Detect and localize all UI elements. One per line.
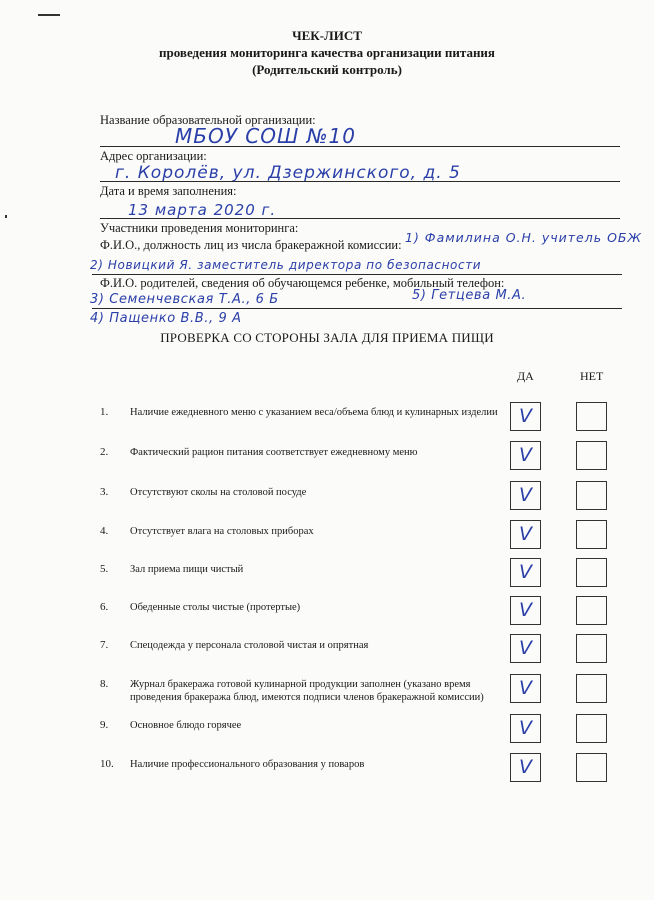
checklist-item-text: Журнал бракеража готовой кулинарной продукции заполнен (указано время проведения бракеража блюд, имеются подписи членов бракеражной комиссии)	[130, 679, 484, 703]
checklist-item-number: 8.	[100, 678, 109, 690]
checklist-item-number: 1.	[100, 406, 109, 418]
page-title: ЧЕК-ЛИСТ	[292, 28, 362, 43]
checkbox-yes[interactable]	[510, 520, 541, 549]
checkbox-yes[interactable]	[510, 596, 541, 625]
address-line	[100, 181, 620, 182]
checkbox-no[interactable]	[576, 674, 607, 703]
check-mark-icon: V	[519, 599, 532, 621]
checkbox-no[interactable]	[576, 634, 607, 663]
checkbox-yes[interactable]	[510, 481, 541, 510]
checklist-item-number: 4.	[100, 525, 109, 537]
parents-value-2: 5) Гетцева М.А.	[412, 288, 527, 303]
check-mark-icon: V	[519, 444, 532, 466]
checkbox-yes[interactable]	[510, 634, 541, 663]
parents-line	[92, 308, 622, 309]
participants-label: Участники проведения мониторинга:	[100, 221, 299, 235]
checklist-item-number: 10.	[100, 758, 114, 770]
checkbox-yes[interactable]	[510, 714, 541, 743]
checkbox-no[interactable]	[576, 402, 607, 431]
address-value: г. Королёв, ул. Дзержинского, д. 5	[115, 163, 461, 183]
check-mark-icon: V	[519, 756, 532, 778]
check-mark-icon: V	[519, 405, 532, 427]
checklist-item-number: 5.	[100, 563, 109, 575]
address-label: Адрес организации:	[100, 149, 207, 163]
checklist-item-text: Зал приема пищи чистый	[130, 564, 244, 575]
checklist-item-number: 7.	[100, 639, 109, 651]
org-name-label: Название образовательной организации:	[100, 113, 316, 127]
checklist-item-text: Спецодежда у персонала столовой чистая и опрятная	[130, 640, 369, 651]
parents-value-3: 4) Пащенко В.В., 9 А	[90, 311, 242, 326]
checkbox-no[interactable]	[576, 558, 607, 587]
checkbox-yes[interactable]	[510, 753, 541, 782]
checklist-item-number: 2.	[100, 446, 109, 458]
parents-value-1: 3) Семенчевская Т.А., 6 Б	[90, 292, 279, 307]
commission-label: Ф.И.О., должность лиц из числа бракеражной комиссии:	[100, 238, 402, 252]
commission-line	[92, 274, 622, 275]
checkbox-yes[interactable]	[510, 441, 541, 470]
checklist-item-number: 9.	[100, 719, 109, 731]
checkbox-yes[interactable]	[510, 402, 541, 431]
commission-value-2: 2) Новицкий Я. заместитель директора по безопасности	[90, 258, 482, 272]
checkbox-yes[interactable]	[510, 674, 541, 703]
page-subtitle-2: (Родительский контроль)	[252, 62, 402, 77]
org-name-value: МБОУ СОШ №10	[175, 124, 356, 148]
check-mark-icon: V	[519, 523, 532, 545]
section-title: ПРОВЕРКА СО СТОРОНЫ ЗАЛА ДЛЯ ПРИЕМА ПИЩИ	[160, 330, 494, 345]
checkbox-no[interactable]	[576, 520, 607, 549]
checkbox-no[interactable]	[576, 481, 607, 510]
checkbox-no[interactable]	[576, 753, 607, 782]
datetime-label: Дата и время заполнения:	[100, 184, 237, 198]
checklist-item-text: Обеденные столы чистые (протертые)	[130, 602, 301, 613]
parents-label: Ф.И.О. родителей, сведения об обучающемся ребенке, мобильный телефон:	[100, 276, 505, 290]
checklist-item-number: 6.	[100, 601, 109, 613]
checklist-item-text: Наличие профессионального образования у поваров	[130, 759, 365, 770]
datetime-value: 13 марта 2020 г.	[128, 201, 277, 219]
commission-value-1: 1) Фамилина О.Н. учитель ОБЖ	[405, 230, 642, 245]
checklist-item-text: Отсутствует влага на столовых приборах	[130, 526, 314, 537]
checkbox-no[interactable]	[576, 441, 607, 470]
checkbox-yes[interactable]	[510, 558, 541, 587]
check-mark-icon: V	[519, 637, 532, 659]
checklist-item-text: Наличие ежедневного меню с указанием веса/объема блюд и кулинарных изделии	[130, 407, 498, 418]
checklist-item-text: Основное блюдо горячее	[130, 720, 242, 731]
checklist-item-number: 3.	[100, 486, 109, 498]
scan-mark	[38, 14, 60, 16]
check-mark-icon: V	[519, 677, 532, 699]
column-no-header: НЕТ	[580, 369, 604, 383]
checklist-item-text: Фактический рацион питания соответствует ежедневному меню	[130, 447, 418, 458]
scan-mark	[5, 215, 7, 218]
checklist-item-text: Отсутствуют сколы на столовой посуде	[130, 487, 307, 498]
org-name-line	[100, 146, 620, 147]
datetime-line	[100, 218, 620, 219]
column-yes-header: ДА	[517, 369, 534, 383]
check-mark-icon: V	[519, 484, 532, 506]
check-mark-icon: V	[519, 561, 532, 583]
checkbox-no[interactable]	[576, 596, 607, 625]
check-mark-icon: V	[519, 717, 532, 739]
checkbox-no[interactable]	[576, 714, 607, 743]
page-subtitle: проведения мониторинга качества организации питания	[159, 45, 495, 60]
